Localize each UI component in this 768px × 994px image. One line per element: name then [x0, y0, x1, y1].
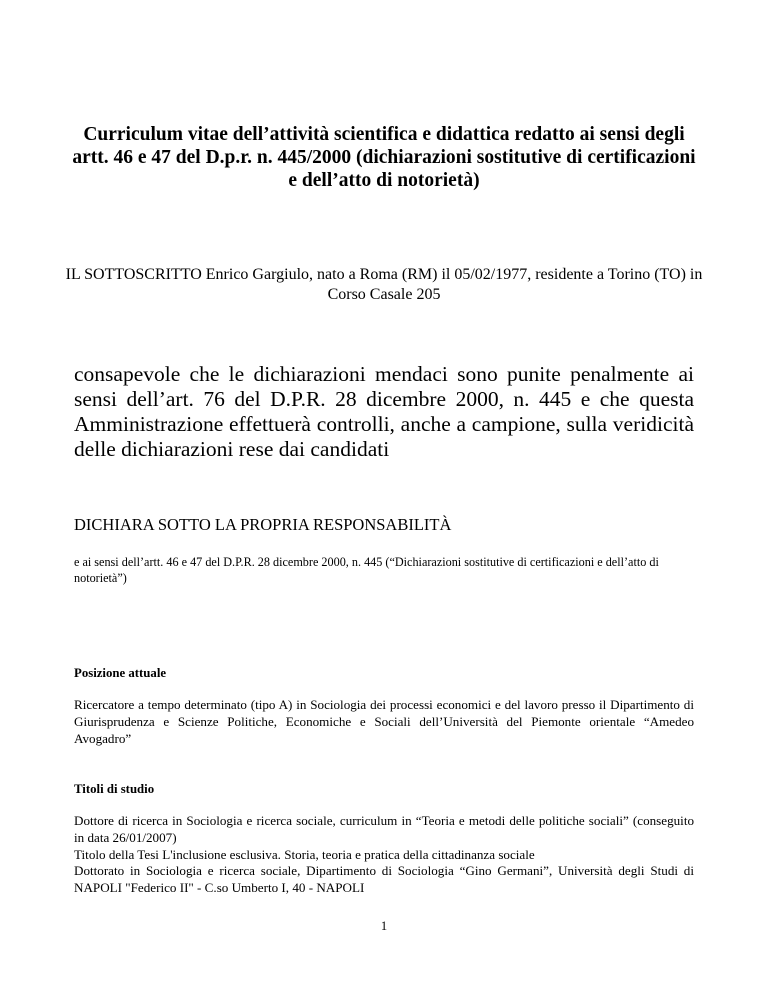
awareness-statement: consapevole che le dichiarazioni mendaci sono punite penalmente ai sensi dell’art. 76 del D.P.R. 28 dicembre 2000, n. 445 e che questa Amministrazione effettuerà controlli, anche a campione, sulla veridicità delle dichiarazioni rese dai candidati — [74, 362, 694, 461]
declaration-heading: DICHIARA SOTTO LA PROPRIA RESPONSABILITÀ — [74, 515, 452, 534]
education-list — [74, 813, 694, 897]
declarant-statement: IL SOTTOSCRITTO Enrico Gargiulo, nato a Roma (RM) il 05/02/1977, residente a Torino (TO) in Corso Casale 205 — [65, 266, 703, 303]
page-number: 1 — [380, 919, 388, 933]
current-position-heading: Posizione attuale — [74, 666, 167, 680]
education-heading: Titoli di studio — [74, 782, 155, 796]
education-line-thesis: Titolo della Tesi L'inclusione esclusiva. Storia, teoria e pratica della cittadinanza sociale — [74, 846, 535, 862]
current-position-text: Ricercatore a tempo determinato (tipo A) in Sociologia dei processi economici e del lavoro presso il Dipartimento di Giurisprudenza e Scienze Politiche, Economiche e Sociali dell’Università del Piemonte orientale “Amedeo Avogadro” — [74, 697, 694, 746]
education-line-program: Dottorato in Sociologia e ricerca sociale, Dipartimento di Sociologia “Gino Germani”, Università degli Studi di NAPOLI "Federico II" - C.so Umberto I, 40 - NAPOLI — [74, 863, 694, 896]
law-reference: e ai sensi dell’artt. 46 e 47 del D.P.R. 28 dicembre 2000, n. 445 (“Dichiarazioni sostitutive di certificazioni e dell’atto di notorietà”) — [74, 555, 659, 585]
document-title: Curriculum vitae dell’attività scientifica e didattica redatto ai sensi degli artt. 46 e 47 del D.p.r. n. 445/2000 (dichiarazioni sostitutive di certificazioni e dell’atto di notorietà) — [72, 124, 696, 191]
education-line-phd: Dottore di ricerca in Sociologia e ricerca sociale, curriculum in “Teoria e metodi delle politiche sociali” (conseguito in data 26/01/2007) — [74, 813, 694, 845]
